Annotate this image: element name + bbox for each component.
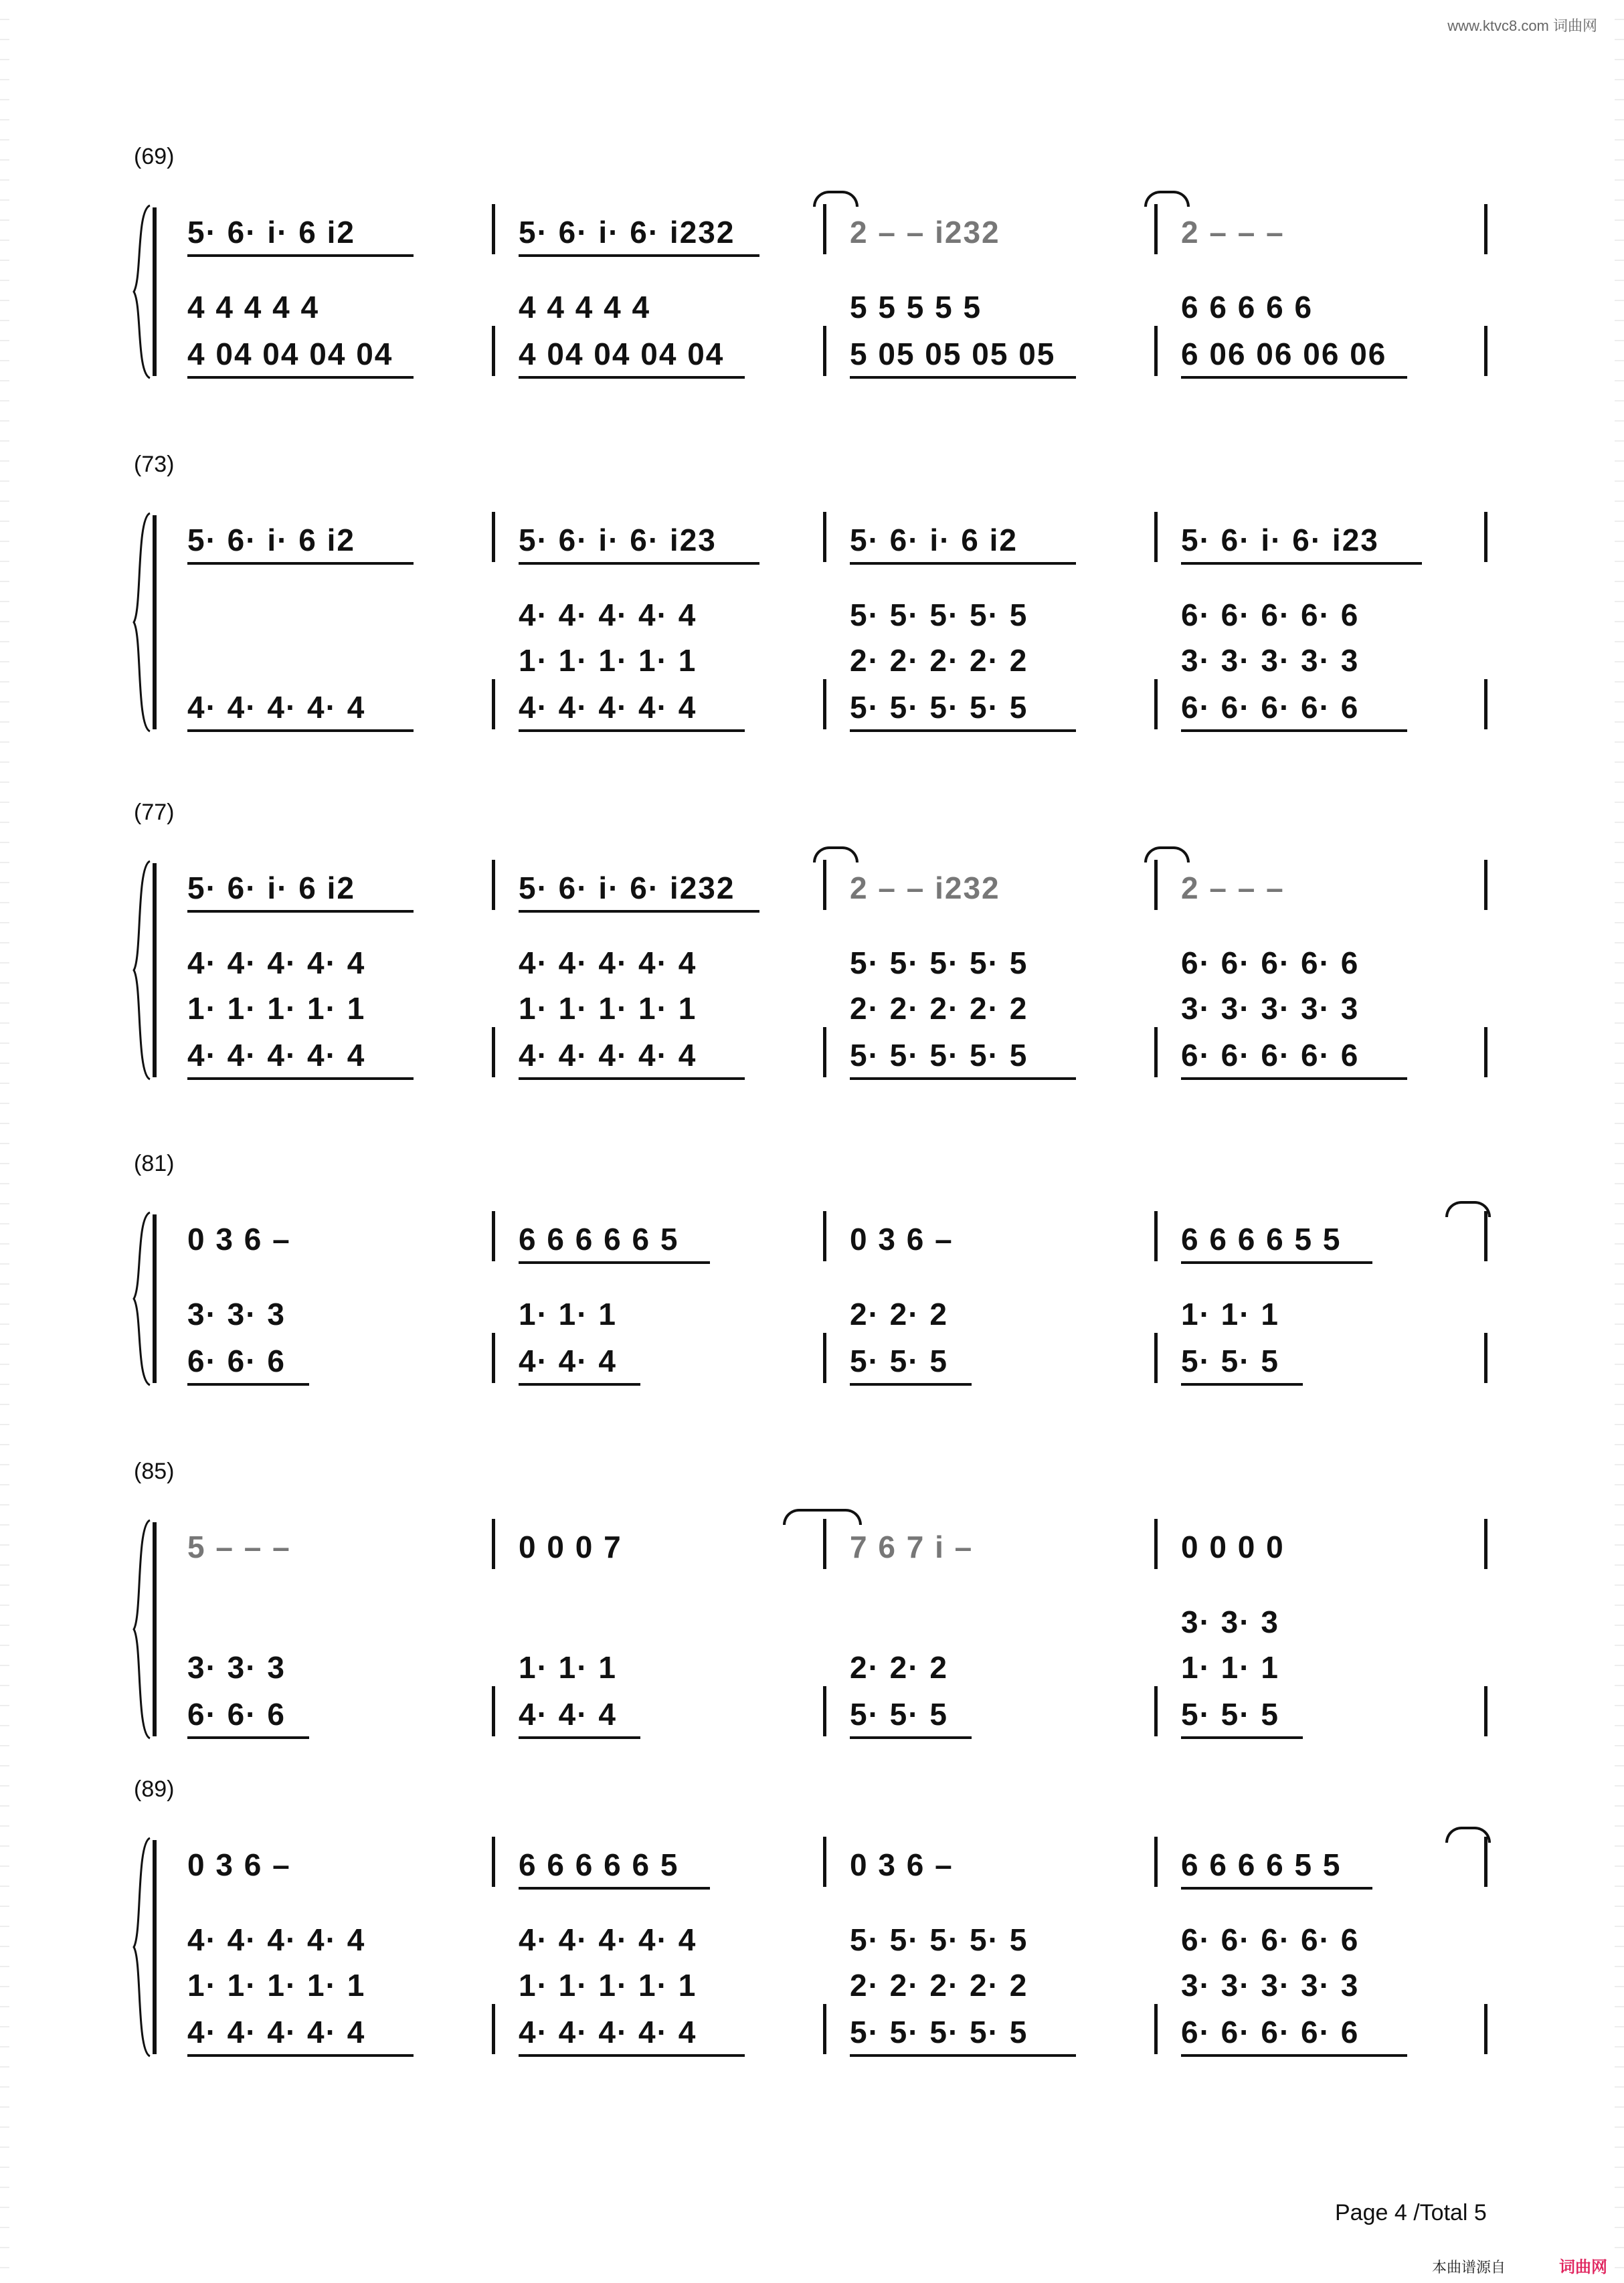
accompaniment-notes: 6 06 06 06 06 [1181, 337, 1387, 371]
melody-notes: 0 3 6 – [187, 1847, 291, 1882]
accompaniment-notes: 2· 2· 2· 2· 2 [850, 991, 1028, 1026]
accompaniment-notes: 4· 4· 4· 4· 4 [187, 690, 366, 725]
barline [1154, 204, 1158, 254]
beam-underline [187, 910, 414, 913]
system-line [153, 515, 157, 729]
accompaniment-notes: 1· 1· 1 [1181, 1650, 1279, 1685]
accompaniment-notes: 5· 5· 5 [1181, 1344, 1279, 1378]
barline [1484, 1519, 1487, 1569]
barline [1154, 1686, 1158, 1736]
barline [1484, 326, 1487, 376]
barline [492, 1837, 495, 1887]
accompaniment-notes: 5· 5· 5 [850, 1344, 948, 1378]
beam-underline [187, 562, 414, 565]
barline [492, 1027, 495, 1077]
barline [492, 204, 495, 254]
barline [1154, 1519, 1158, 1569]
system-brace [132, 1211, 153, 1386]
beam-underline [519, 376, 745, 379]
barline [823, 1211, 826, 1261]
barline [1484, 1837, 1487, 1887]
accompaniment-notes: 4· 4· 4· 4· 4 [519, 945, 697, 980]
beam-underline [850, 1736, 972, 1739]
beam-underline [519, 254, 759, 257]
accompaniment-notes: 1· 1· 1· 1· 1 [187, 1968, 366, 2003]
accompaniment-notes: 4· 4· 4· 4· 4 [519, 1922, 697, 1957]
beam-underline [519, 1261, 710, 1264]
accompaniment-notes: 4 04 04 04 04 [187, 337, 393, 371]
barline [1154, 512, 1158, 562]
barline [492, 512, 495, 562]
measure-number: (85) [134, 1459, 175, 1484]
melody-notes: 0 3 6 – [850, 1222, 954, 1257]
accompaniment-notes: 4 4 4 4 4 [519, 290, 651, 325]
accompaniment-notes: 3· 3· 3 [187, 1297, 286, 1332]
barline [823, 1837, 826, 1887]
accompaniment-notes: 4· 4· 4· 4· 4 [187, 1922, 366, 1957]
melody-notes: 7 6 7 i – [850, 1530, 974, 1564]
system-line [153, 1840, 157, 2054]
accompaniment-notes: 4· 4· 4· 4· 4 [187, 2015, 366, 2049]
barline [823, 1519, 826, 1569]
barline [492, 1333, 495, 1383]
barline [823, 512, 826, 562]
barline [823, 679, 826, 729]
melody-notes: 6 6 6 6 6 5 [519, 1847, 679, 1882]
beam-underline [850, 2054, 1076, 2057]
tie-arc [813, 846, 859, 862]
accompaniment-notes: 4· 4· 4 [519, 1697, 617, 1732]
melody-notes: 2 – – i232 [850, 871, 1000, 905]
accompaniment-notes: 4· 4· 4· 4· 4 [187, 945, 366, 980]
right-margin-strip [1615, 0, 1624, 2283]
beam-underline [1181, 1736, 1303, 1739]
accompaniment-notes: 6· 6· 6· 6· 6 [1181, 1038, 1360, 1073]
barline [492, 679, 495, 729]
barline [1154, 1027, 1158, 1077]
measure-number: (69) [134, 144, 175, 169]
accompaniment-notes: 2· 2· 2· 2· 2 [850, 1968, 1028, 2003]
accompaniment-notes: 5· 5· 5 [850, 1697, 948, 1732]
accompaniment-notes: 6· 6· 6· 6· 6 [1181, 598, 1360, 632]
beam-underline [187, 729, 414, 732]
melody-notes: 0 0 0 0 [1181, 1530, 1285, 1564]
melody-notes: 6 6 6 6 5 5 [1181, 1222, 1342, 1257]
barline [823, 860, 826, 910]
accompaniment-notes: 5 05 05 05 05 [850, 337, 1056, 371]
beam-underline [519, 1077, 745, 1080]
accompaniment-notes: 5· 5· 5· 5· 5 [850, 690, 1028, 725]
barline [1154, 679, 1158, 729]
melody-notes: 5· 6· i· 6 i2 [850, 523, 1018, 557]
tie-arc [1144, 846, 1190, 862]
system-brace [132, 860, 153, 1081]
beam-underline [519, 562, 759, 565]
system-brace [132, 204, 153, 379]
system-brace [132, 1837, 153, 2058]
melody-notes: 5 – – – [187, 1530, 291, 1564]
accompaniment-notes: 2· 2· 2 [850, 1650, 948, 1685]
barline [492, 326, 495, 376]
barline [1154, 1333, 1158, 1383]
tie-arc [813, 191, 859, 207]
barline [492, 2004, 495, 2054]
site-watermark: www.ktvc8.com 词曲网 [1447, 17, 1597, 34]
accompaniment-notes: 3· 3· 3 [187, 1650, 286, 1685]
site-logo: 词曲网 [1559, 2258, 1607, 2276]
beam-underline [1181, 376, 1407, 379]
accompaniment-notes: 1· 1· 1 [519, 1297, 617, 1332]
beam-underline [1181, 1261, 1372, 1264]
melody-notes: 5· 6· i· 6· i23 [519, 523, 717, 557]
beam-underline [1181, 1077, 1407, 1080]
barline [823, 1686, 826, 1736]
accompaniment-notes: 1· 1· 1· 1· 1 [519, 991, 697, 1026]
barline [1154, 2004, 1158, 2054]
accompaniment-notes: 3· 3· 3· 3· 3 [1181, 1968, 1360, 2003]
barline [1484, 1211, 1487, 1261]
barline [1484, 2004, 1487, 2054]
accompaniment-notes: 1· 1· 1· 1· 1 [187, 991, 366, 1026]
accompaniment-notes: 3· 3· 3 [1181, 1605, 1279, 1639]
melody-notes: 5· 6· i· 6· i23 [1181, 523, 1379, 557]
melody-notes: 2 – – i232 [850, 215, 1000, 250]
barline [492, 860, 495, 910]
beam-underline [519, 1736, 640, 1739]
barline [1484, 1686, 1487, 1736]
barline [823, 1027, 826, 1077]
melody-notes: 0 0 0 7 [519, 1530, 622, 1564]
barline [1484, 204, 1487, 254]
accompaniment-notes: 6· 6· 6 [187, 1697, 286, 1732]
beam-underline [1181, 2054, 1407, 2057]
melody-notes: 5· 6· i· 6· i232 [519, 871, 735, 905]
accompaniment-notes: 4· 4· 4· 4· 4 [519, 1038, 697, 1073]
barline [823, 204, 826, 254]
accompaniment-notes: 3· 3· 3· 3· 3 [1181, 991, 1360, 1026]
accompaniment-notes: 6· 6· 6 [187, 1344, 286, 1378]
barline [1154, 1211, 1158, 1261]
melody-notes: 0 3 6 – [187, 1222, 291, 1257]
melody-notes: 0 3 6 – [850, 1847, 954, 1882]
beam-underline [519, 1383, 640, 1386]
beam-underline [1181, 729, 1407, 732]
melody-notes: 5· 6· i· 6 i2 [187, 523, 355, 557]
barline [823, 2004, 826, 2054]
accompaniment-notes: 4· 4· 4· 4· 4 [519, 2015, 697, 2049]
barline [1154, 1837, 1158, 1887]
beam-underline [187, 1077, 414, 1080]
barline [1484, 512, 1487, 562]
beam-underline [850, 562, 1076, 565]
barline [1484, 679, 1487, 729]
beam-underline [850, 376, 1076, 379]
system-line [153, 207, 157, 376]
accompaniment-notes: 6· 6· 6· 6· 6 [1181, 690, 1360, 725]
beam-underline [1181, 1383, 1303, 1386]
melody-notes: 5· 6· i· 6 i2 [187, 871, 355, 905]
measure-number: (77) [134, 800, 175, 825]
melody-notes: 6 6 6 6 6 5 [519, 1222, 679, 1257]
source-label: 本曲谱源自 [1432, 2259, 1506, 2276]
accompaniment-notes: 5· 5· 5· 5· 5 [850, 598, 1028, 632]
tie-arc [783, 1509, 862, 1525]
accompaniment-notes: 1· 1· 1 [1181, 1297, 1279, 1332]
accompaniment-notes: 4· 4· 4· 4· 4 [519, 598, 697, 632]
accompaniment-notes: 4 04 04 04 04 [519, 337, 725, 371]
accompaniment-notes: 6· 6· 6· 6· 6 [1181, 1922, 1360, 1957]
beam-underline [519, 910, 759, 913]
accompaniment-notes: 6· 6· 6· 6· 6 [1181, 945, 1360, 980]
accompaniment-notes: 3· 3· 3· 3· 3 [1181, 643, 1360, 678]
beam-underline [850, 729, 1076, 732]
beam-underline [519, 729, 745, 732]
accompaniment-notes: 2· 2· 2 [850, 1297, 948, 1332]
barline [1484, 860, 1487, 910]
beam-underline [519, 1887, 710, 1890]
barline [492, 1686, 495, 1736]
accompaniment-notes: 6 6 6 6 6 [1181, 290, 1314, 325]
accompaniment-notes: 5· 5· 5· 5· 5 [850, 1922, 1028, 1957]
beam-underline [187, 1736, 309, 1739]
barline [1484, 1333, 1487, 1383]
melody-notes: 5· 6· i· 6· i232 [519, 215, 735, 250]
accompaniment-notes: 1· 1· 1· 1· 1 [519, 643, 697, 678]
accompaniment-notes: 1· 1· 1· 1· 1 [519, 1968, 697, 2003]
accompaniment-notes: 4· 4· 4· 4· 4 [187, 1038, 366, 1073]
tie-arc [1445, 1827, 1491, 1843]
beam-underline [187, 2054, 414, 2057]
accompaniment-notes: 4· 4· 4 [519, 1344, 617, 1378]
system-line [153, 1214, 157, 1383]
measure-number: (81) [134, 1151, 175, 1176]
accompaniment-notes: 6· 6· 6· 6· 6 [1181, 2015, 1360, 2049]
melody-notes: 2 – – – [1181, 871, 1285, 905]
barline [1154, 860, 1158, 910]
measure-number: (89) [134, 1776, 175, 1802]
barline [492, 1211, 495, 1261]
barline [1484, 1027, 1487, 1077]
beam-underline [187, 254, 414, 257]
left-margin-strip [0, 0, 9, 2283]
melody-notes: 6 6 6 6 5 5 [1181, 1847, 1342, 1882]
beam-underline [850, 1383, 972, 1386]
barline [1154, 326, 1158, 376]
beam-underline [850, 1077, 1076, 1080]
tie-arc [1144, 191, 1190, 207]
beam-underline [187, 376, 414, 379]
system-brace [132, 1519, 153, 1740]
accompaniment-notes: 4· 4· 4· 4· 4 [519, 690, 697, 725]
beam-underline [187, 1383, 309, 1386]
system-brace [132, 512, 153, 733]
beam-underline [1181, 562, 1422, 565]
accompaniment-notes: 2· 2· 2· 2· 2 [850, 643, 1028, 678]
barline [823, 1333, 826, 1383]
page-indicator: Page 4 /Total 5 [1335, 2200, 1487, 2225]
melody-notes: 5· 6· i· 6 i2 [187, 215, 355, 250]
system-line [153, 863, 157, 1077]
barline [823, 326, 826, 376]
accompaniment-notes: 1· 1· 1 [519, 1650, 617, 1685]
beam-underline [1181, 1887, 1372, 1890]
accompaniment-notes: 5· 5· 5· 5· 5 [850, 945, 1028, 980]
measure-number: (73) [134, 452, 175, 477]
accompaniment-notes: 5· 5· 5 [1181, 1697, 1279, 1732]
accompaniment-notes: 5· 5· 5· 5· 5 [850, 1038, 1028, 1073]
accompaniment-notes: 5 5 5 5 5 [850, 290, 982, 325]
beam-underline [519, 2054, 745, 2057]
system-line [153, 1522, 157, 1736]
accompaniment-notes: 5· 5· 5· 5· 5 [850, 2015, 1028, 2049]
barline [492, 1519, 495, 1569]
melody-notes: 2 – – – [1181, 215, 1285, 250]
accompaniment-notes: 4 4 4 4 4 [187, 290, 320, 325]
tie-arc [1445, 1201, 1491, 1217]
